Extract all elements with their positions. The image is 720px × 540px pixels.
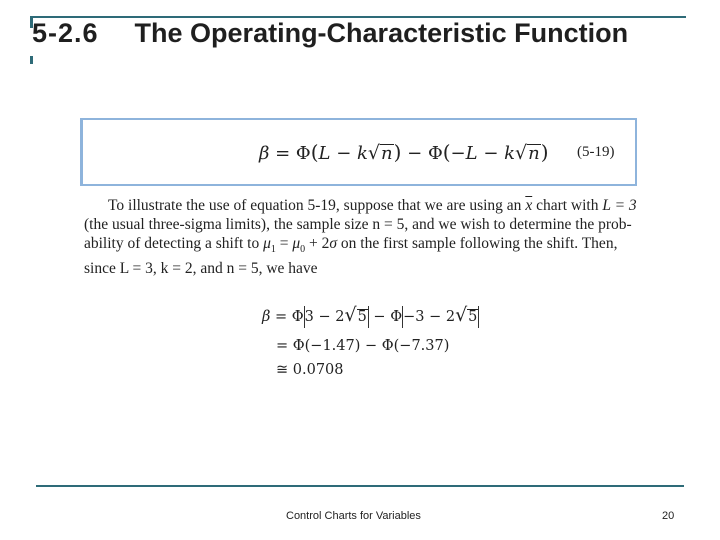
result-step-2: = Φ(−1.47) − Φ(−7.37) xyxy=(276,338,450,354)
equation-box xyxy=(80,118,637,186)
title-accent-tick xyxy=(30,56,33,64)
paragraph-line: chart with xyxy=(536,197,599,214)
paragraph-line: since L = 3, k = 2, and n = 5, we have xyxy=(84,260,318,278)
slide-title xyxy=(32,18,628,49)
paragraph-line: L = 3 xyxy=(602,197,637,214)
page-number: 20 xyxy=(662,510,675,522)
equation-number: (5-19) xyxy=(577,144,615,160)
section-number: 5-2.6 xyxy=(32,18,99,48)
section-title: The Operating-Characteristic Function xyxy=(134,18,629,48)
paragraph-line: on the first sample following the shift. Then, xyxy=(340,235,618,252)
bottom-rule xyxy=(36,485,684,487)
paragraph-line: ability of detecting a shift to xyxy=(84,235,260,252)
result-step-1: β = Φ3 − 2√5 − Φ−3 − 2√5 xyxy=(262,304,478,326)
paragraph-line: (the usual three-sigma limits), the sample size n = 5, and we wish to determine the prob- xyxy=(84,216,632,233)
oc-equation: β = Φ(L − k√n) − Φ(−L − k√n) xyxy=(259,140,549,164)
result-step-3: ≅ 0.0708 xyxy=(276,362,344,378)
footer-title: Control Charts for Variables xyxy=(286,510,421,522)
paragraph-line: To illustrate the use of equation 5-19, suppose that we are using an xyxy=(108,197,522,214)
body-paragraph: To illustrate the use of equation 5-19, suppose that we are using an $\overline{x}$ chart with L = 3 (the usual three-sigma limits), the sample size n = 5, and we wish to determine the prob- ability of detecting a shift to $\mu_1 = \mu_0 + 2\sigma$ on the first sample following the shift. Then, since L = 3, k = 2, and n = 5, we have xyxy=(84,196,644,278)
